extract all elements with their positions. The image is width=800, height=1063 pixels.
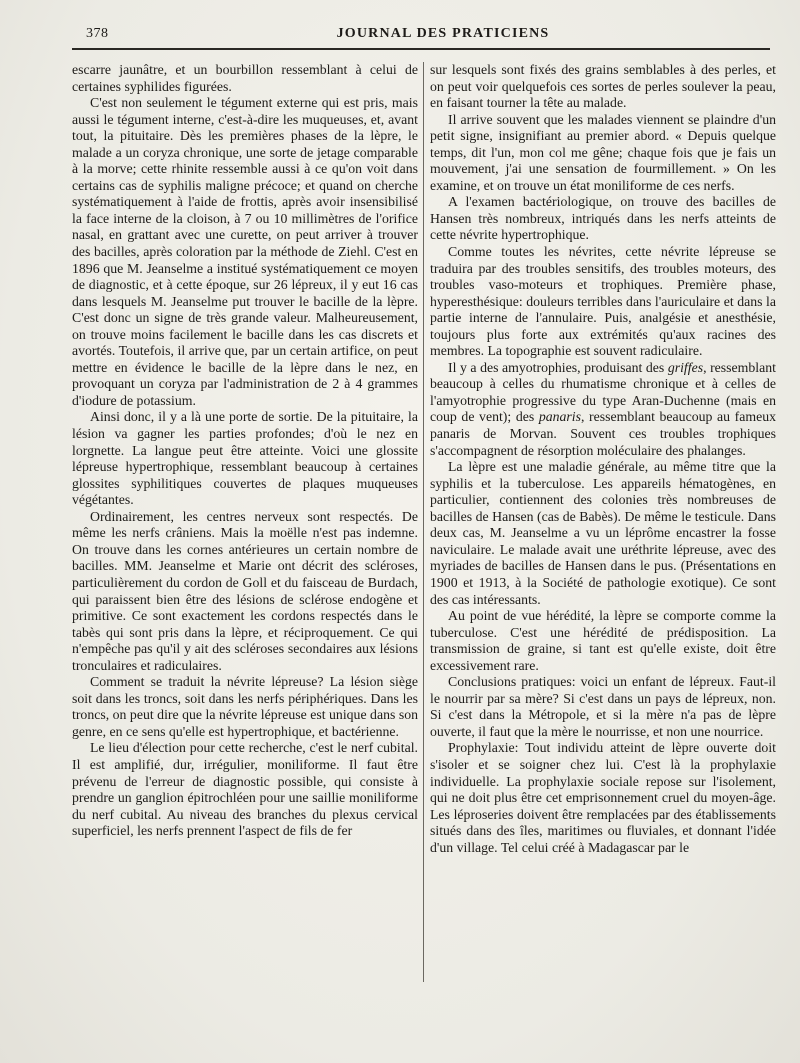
paragraph: Au point de vue hérédité, la lèpre se comporte comme la tuberculose. C'est une hérédité de prédisposition. La transmission de graine, si tant est qu'elle existe, doit être excessivement rare.: [430, 608, 776, 673]
paragraph: A l'examen bactériologique, on trouve des bacilles de Hansen très nombreux, intriqués dans les nerfs atteints de cette névrite hypertrophique.: [430, 194, 776, 243]
paragraph: [430, 360, 776, 459]
header-rule: [72, 48, 770, 50]
paragraph: La lèpre est une maladie générale, au même titre que la syphilis et la tuberculose. Les appareils hématogènes, en particulier, contiennent des colonies très nombreuses de bacilles de Hansen (cas de Babès). De même le testicule. Dans deux cas, M. Jeanselme a vu un léprôme encastrer la fosse naviculaire. Le malade avait une uréthrite lépreuse, avec des myriades de bacilles de Hansen dans le pus. (Présentations en 1900 et 1913, à la Société de pathologie exotique). Ce sont des cas intéressants.: [430, 459, 776, 607]
paragraph: Prophylaxie: Tout individu atteint de lèpre ouverte doit s'isoler et se soigner chez lui. C'est là la prophylaxie individuelle. La prophylaxie sociale repose sur l'isolement, qui ne doit plus être cet emprisonnement cruel du moyen-âge. Les léproseries doivent être remplacées par des établissements situés dans des îles, maritimes ou fluviales, et donnant l'idée d'un village. Tel celui créé à Madagascar par le: [430, 740, 776, 855]
paragraph: Comme toutes les névrites, cette névrite lépreuse se traduira par des troubles sensitifs, des troubles moteurs, des troubles vaso-moteurs et trophiques. Première phase, hyperesthésique: douleurs terribles dans l'auriculaire et dans la partie interne de l'annulaire. Puis, analgésie et anesthésie, toujours plus forte aux extrémités qu'aux racines des membres. La topographie est souvent radiculaire.: [430, 244, 776, 359]
right-column: [430, 62, 776, 856]
text-run: Il y a des amyotrophies, produisant des: [448, 359, 668, 375]
italic-term: panaris: [538, 409, 581, 425]
page-header: [76, 24, 770, 46]
paragraph: C'est non seulement le tégument externe qui est pris, mais aussi le tégument interne, c'est-à-dire les muqueuses, et, avant tout, la pituitaire. Dès les premières phases de la lèpre, le malade a un coryza chronique, une sorte de jetage comparable à la morve; cette rhinite ressemble aussi à ce qu'on voit dans certains cas de syphilis maligne précoce; et quand on cherche systématiquement à l'aide de frottis, après avoir insensibilisé la face interne de la cloison, à 7 ou 10 millimètres de l'orifice nasal, en grattant avec une curette, on peut arriver à trouver des bacilles, après coloration par la méthode de Ziehl. C'est en 1896 que M. Jeanselme a institué systématiquement ce moyen de diagnostic, et à cette époque, sur 26 lépreux, il y eut 16 cas dans lesquels M. Jeanselme put trouver le bacille de la lèpre. C'est donc un signe de très grande valeur. Malheureusement, on trouve moins facilement le bacille dans les cas discrets et avortés. Toutefois, il arrive que, par un certain artifice, on peut mettre en évidence le bacille de la lèpre dans le nez, en provoquant un coryza par l'administration de 2 à 4 grammes d'iodure de potassium.: [72, 95, 418, 408]
text-run: , ressemblant beaucoup au fameux panaris de Morvan. Souvent ces troubles trophiques s'accompagnent de résorption moléculaire des phalanges.: [430, 409, 776, 458]
paragraph: Comment se traduit la névrite lépreuse? La lésion siège soit dans les troncs, soit dans les nerfs périphériques. Dans les troncs, on peut dire que la névrite lépreuse est unique dans son genre, en ce sens qu'elle est hypertrophique, et bactérienne.: [72, 674, 418, 739]
paragraph: Conclusions pratiques: voici un enfant de lépreux. Faut-il le nourrir par sa mère? Si c'est dans un pays de lépreux, non. Si c'est dans la Métropole, et si la mère n'a pas de lèpre ouverte, il faut que la mère le nourrisse, et non une nourrice.: [430, 674, 776, 739]
paragraph: Il arrive souvent que les malades viennent se plaindre d'un petit signe, insignifiant au premier abord. « Depuis quelque temps, dit l'un, mon col me gêne; chaque fois que je fais un mouvement, j'ai une sensation de fourmillement. » On les examine, et on trouve un état moniliforme de ces nerfs.: [430, 111, 776, 193]
paragraph: Ordinairement, les centres nerveux sont respectés. De même les nerfs crâniens. Mais la moëlle n'est pas indemne. On trouve dans les cornes antérieures un certain nombre de bacilles. MM. Jeanselme et Marie ont décrit des scléroses, particulièrement du cordon de Goll et du faisceau de Burdach, qui paraissent bien être des lésions de sclérose endogène et primitive. Ce sont exactement les cordons respectés dans le tabès qui sont pris dans la lèpre, et réciproquement. Ce qui n'empêche pas qu'il y ait des scléroses secondaires aux lésions tronculaires et radiculaires.: [72, 508, 418, 673]
paragraph: Ainsi donc, il y a là une porte de sortie. De la pituitaire, la lésion va gagner les parties profondes; d'où le nez en lorgnette. La langue peut être atteinte. Voici une glossite lépreuse hypertrophique, ressemblant beaucoup à certaines glossites syphilitiques couvertes de plaques muqueuses végétantes.: [72, 409, 418, 508]
paragraph: sur lesquels sont fixés des grains semblables à des perles, et on peut voir quelquefois ces sortes de perles soulever la peau, en faisant tourner la tête au malade.: [430, 62, 776, 111]
left-column: [72, 62, 418, 840]
column-divider: [423, 62, 424, 982]
italic-term: griffes: [667, 359, 704, 375]
text-run: , ressemblant beaucoup à celles du rhumatisme chronique et à celles de l'amyotrophie progressive du type Aran-Duchenne (mais en coup de vent); des: [430, 359, 776, 425]
journal-title: JOURNAL DES PRATICIENS: [336, 26, 550, 41]
paragraph: Le lieu d'élection pour cette recherche, c'est le nerf cubital. Il est amplifié, dur, irrégulier, moniliforme. Il faut être prévenu de l'erreur de diagnostic possible, qui consiste à prendre un ganglion épitrochléen pour une saillie moniliforme du nerf cubital. Au niveau des branches du plexus cervical superficiel, les nerfs prennent l'aspect de fils de fer: [72, 740, 418, 839]
paragraph: escarre jaunâtre, et un bourbillon ressemblant à celui de certaines syphilides figurées.: [72, 62, 418, 94]
page-number: 378: [86, 26, 109, 41]
